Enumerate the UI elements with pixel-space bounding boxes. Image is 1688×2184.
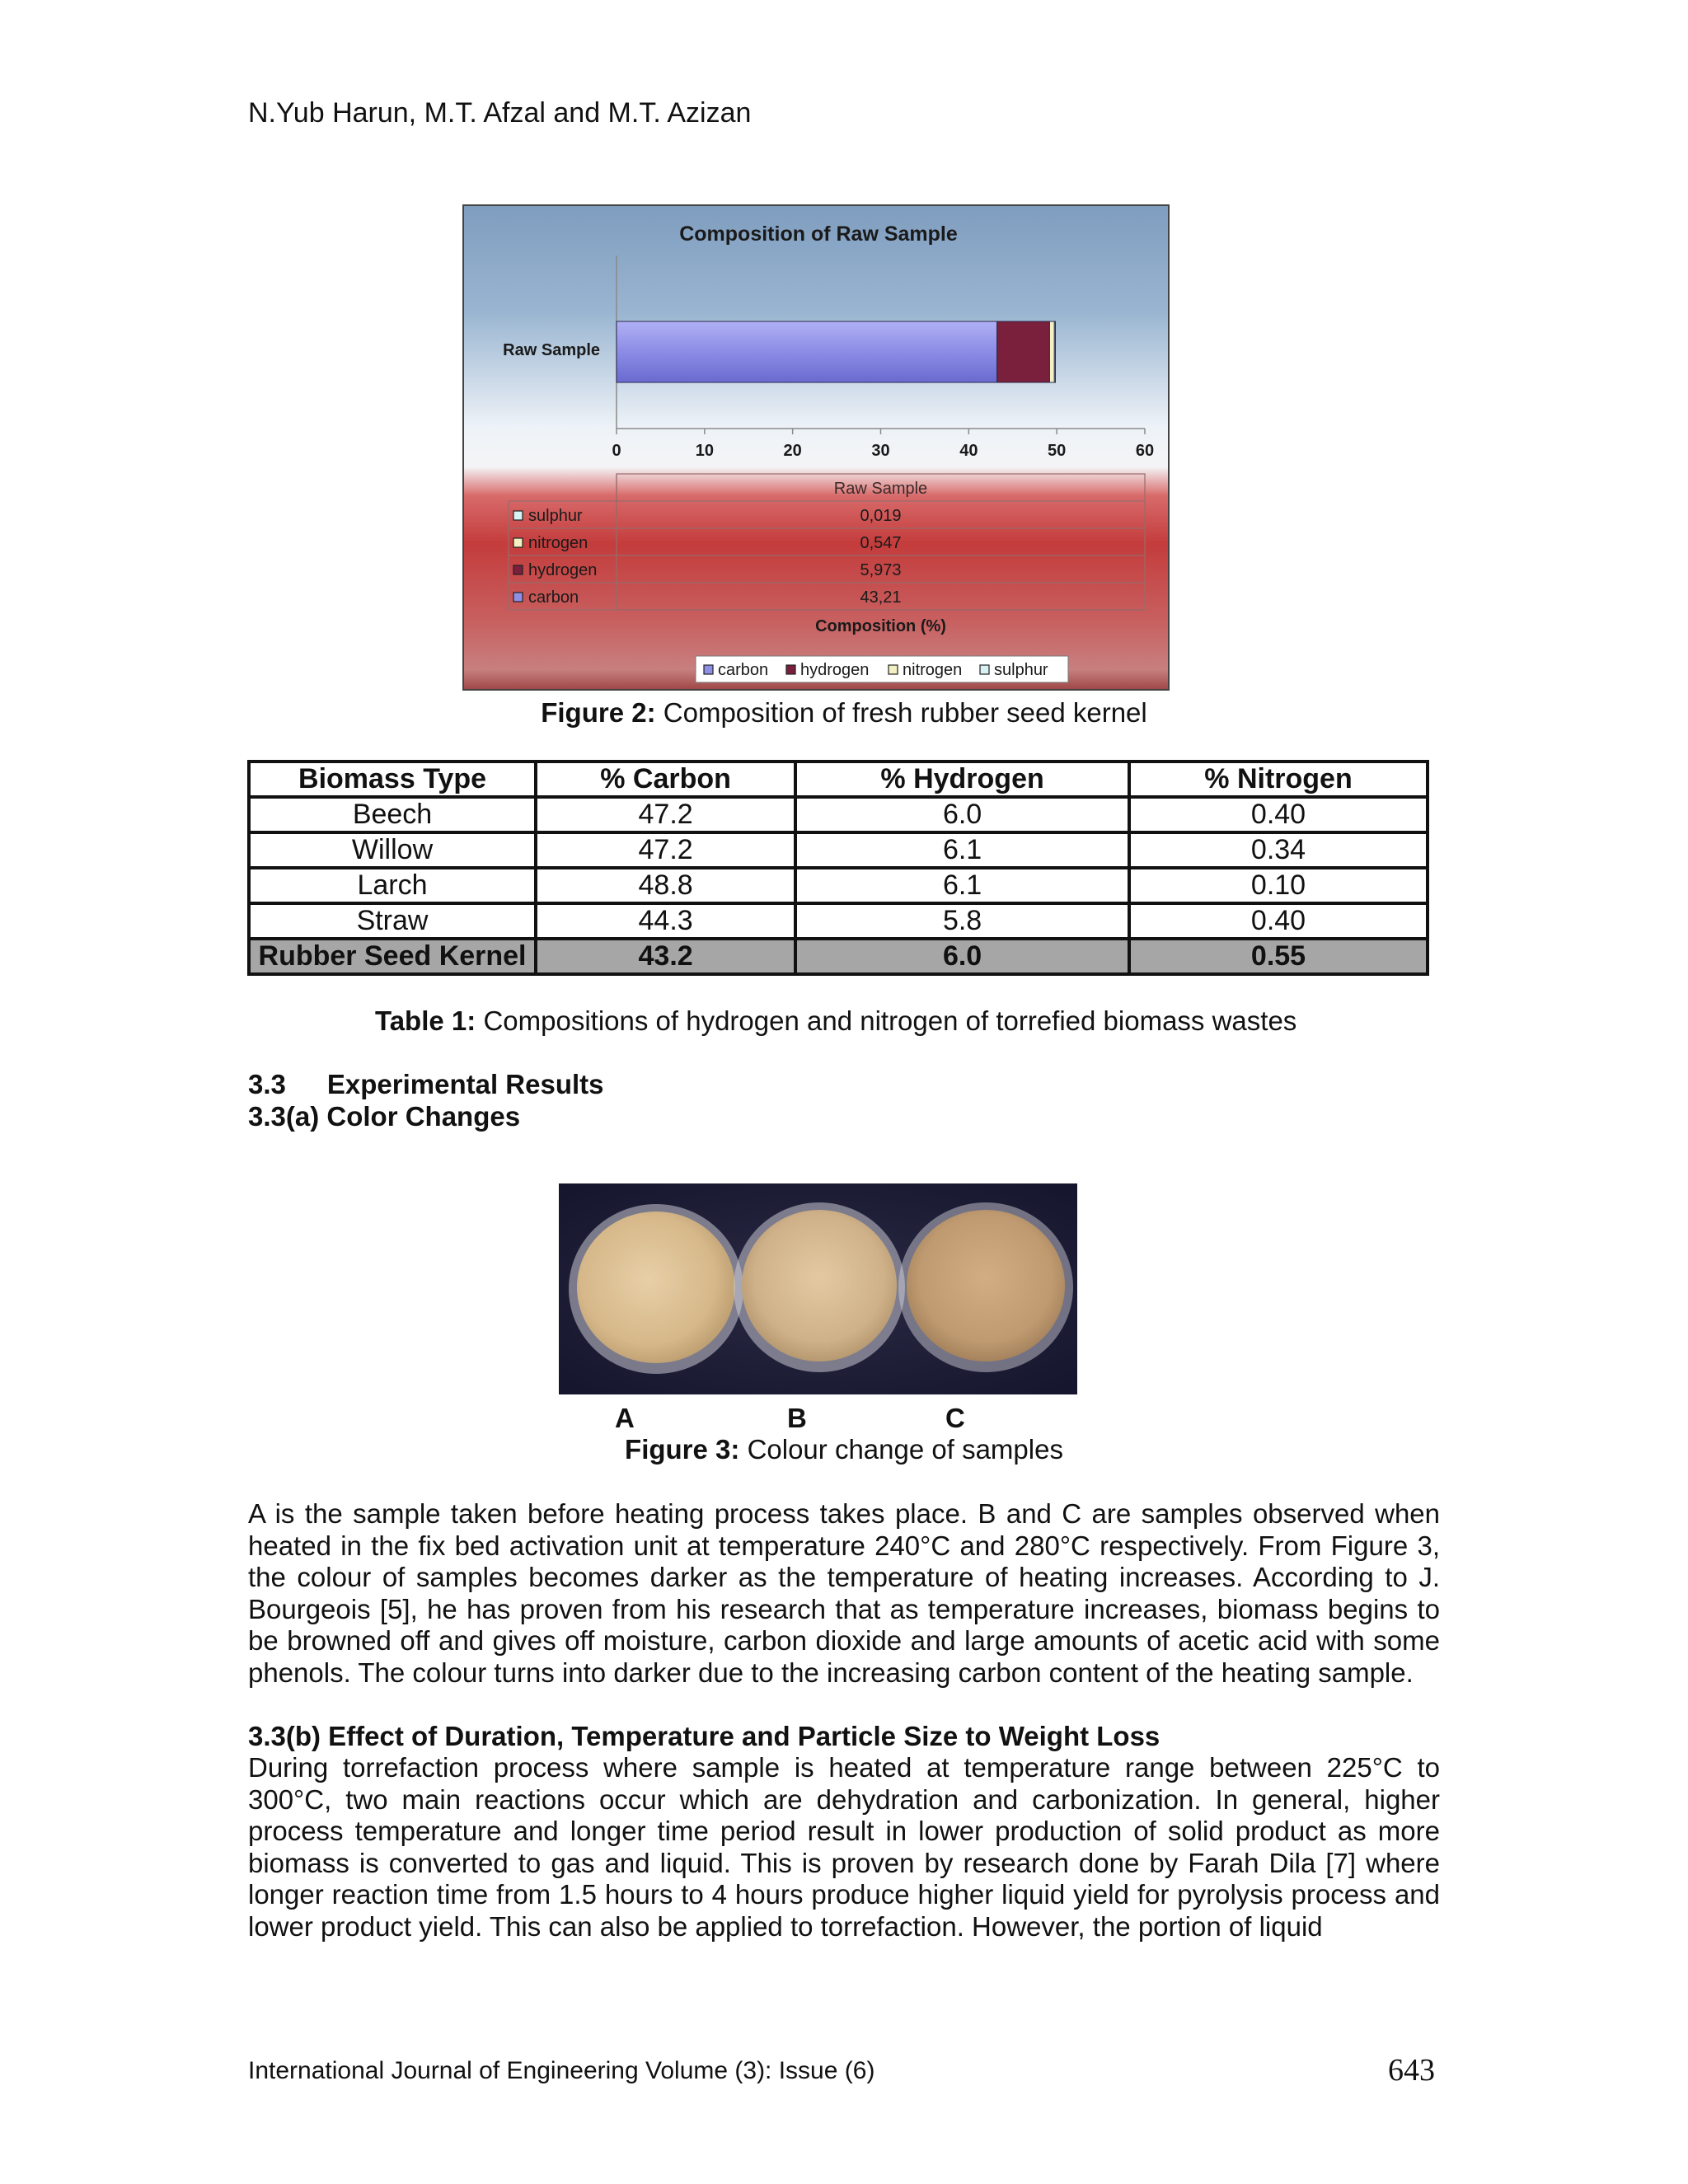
table-cell: 0.34 <box>1129 832 1428 868</box>
table-header-cell: % Hydrogen <box>795 762 1129 797</box>
bar-segment-carbon <box>617 321 997 382</box>
paragraph-color-changes <box>248 1498 1440 1690</box>
x-tick-label: 20 <box>783 442 802 460</box>
data-table-value: 0,547 <box>860 534 902 552</box>
section-heading-3-3a: 3.3(a) Color Changes <box>248 1101 521 1132</box>
table1-caption <box>375 1005 1296 1037</box>
figure2-text: Composition of fresh rubber seed kernel <box>663 697 1147 728</box>
data-table-value: 5,973 <box>860 561 902 579</box>
table-cell: 0.10 <box>1129 868 1428 903</box>
samples-photo-image <box>559 1183 1077 1394</box>
table-header-cell: % Carbon <box>536 762 795 797</box>
table1 <box>247 760 1429 976</box>
figure3-label: Figure 3: <box>625 1434 740 1465</box>
table1-label: Table 1: <box>375 1005 476 1036</box>
x-tick-label: 0 <box>612 442 621 460</box>
section-number: 3.3 <box>248 1069 286 1099</box>
legend-swatch-carbon <box>704 665 713 674</box>
bar-segment-nitrogen <box>1049 321 1054 382</box>
legend-swatch-hydrogen <box>786 665 795 674</box>
section-heading-3-3b: 3.3(b) Effect of Duration, Temperature and Particle Size to Weight Loss <box>248 1721 1160 1751</box>
bar-segment-sulphur <box>1054 321 1055 382</box>
legend-label: hydrogen <box>800 661 870 679</box>
table-row <box>249 832 1428 868</box>
table-cell: 0.40 <box>1129 797 1428 832</box>
chart-svg <box>464 206 1168 689</box>
table-cell: 43.2 <box>536 939 795 974</box>
legend-swatch-sulphur <box>513 511 523 520</box>
figure2-label: Figure 2: <box>541 697 656 728</box>
table-row-highlighted <box>249 939 1428 974</box>
sample-label-c: C <box>945 1403 965 1433</box>
table-cell: Larch <box>249 868 536 903</box>
data-table-value: 0,019 <box>860 507 902 525</box>
x-tick-label: 30 <box>871 442 890 460</box>
legend-swatch-sulphur <box>980 665 989 674</box>
legend-swatch-nitrogen <box>889 665 898 674</box>
table-cell: 5.8 <box>795 903 1129 939</box>
table-cell: Beech <box>249 797 536 832</box>
table-cell: 48.8 <box>536 868 795 903</box>
section-heading-3-3 <box>248 1069 604 1100</box>
legend-label: sulphur <box>994 661 1048 679</box>
sample-label-a: A <box>615 1403 635 1433</box>
table-header-row <box>249 762 1428 797</box>
x-tick-label: 50 <box>1048 442 1067 460</box>
table-cell: 6.1 <box>795 868 1129 903</box>
paragraph-text: A is the sample taken before heating process takes place. B and C are samples observed when heated in the fix bed activation unit at temperature 240°C and 280°C respectively. From Figure 3, the colour of samples becomes darker as the temperature of heating increases. According to J. Bourgeois [5], he has proven from his research that as temperature increases, biomass begins to be browned off and gives off moisture, carbon dioxide and large amounts of acetic acid with some phenols. The colour turns into darker due to the increasing carbon content of the heating sample. <box>248 1498 1440 1688</box>
table-cell: Rubber Seed Kernel <box>249 939 536 974</box>
x-axis-title: Composition (%) <box>815 617 946 635</box>
paragraph-text: During torrefaction process where sample is heated at temperature range between 225°C to 300°C, two main reactions occur which are dehydration and carbonization. In general, higher process temperature and longer time period result in lower production of solid product as more biomass is converted to gas and liquid. This is proven by research done by Farah Dila [7] where longer reaction time from 1.5 hours to 4 hours produce higher liquid yield for pyrolysis process and lower product yield. This can also be applied to torrefaction. However, the portion of liquid <box>248 1752 1440 1942</box>
table-cell: 0.55 <box>1129 939 1428 974</box>
paragraph-weight-loss <box>248 1752 1440 1943</box>
data-table-row-label: nitrogen <box>528 534 588 552</box>
running-header: N.Yub Harun, M.T. Afzal and M.T. Azizan <box>248 97 752 129</box>
legend-swatch-carbon <box>513 593 523 602</box>
table-header-cell: Biomass Type <box>249 762 536 797</box>
table-cell: Straw <box>249 903 536 939</box>
chart-title: Composition of Raw Sample <box>679 223 958 246</box>
composition-chart <box>462 204 1170 691</box>
table-cell: 6.0 <box>795 797 1129 832</box>
table-row <box>249 868 1428 903</box>
table-cell: 44.3 <box>536 903 795 939</box>
data-table-row-label: carbon <box>528 588 579 607</box>
table-cell: 6.1 <box>795 832 1129 868</box>
x-tick-label: 60 <box>1135 442 1155 460</box>
table-cell: 6.0 <box>795 939 1129 974</box>
legend-label: carbon <box>718 661 769 679</box>
figure3-caption <box>0 1434 1688 1465</box>
table-row <box>249 903 1428 939</box>
section-title: Experimental Results <box>326 1069 604 1099</box>
category-label: Raw Sample <box>503 341 600 359</box>
data-table-value: 43,21 <box>860 588 902 607</box>
sample-label-b: B <box>787 1403 807 1433</box>
table-cell: Willow <box>249 832 536 868</box>
x-tick-label: 40 <box>959 442 978 460</box>
table1-text: Compositions of hydrogen and nitrogen of torrefied biomass wastes <box>483 1005 1297 1036</box>
legend-swatch-hydrogen <box>513 565 523 574</box>
samples-photo <box>559 1183 1077 1394</box>
page-number: 643 <box>1388 2053 1435 2088</box>
table-cell: 0.40 <box>1129 903 1428 939</box>
data-table-row-label: sulphur <box>528 507 583 525</box>
figure3-text: Colour change of samples <box>747 1434 1063 1465</box>
legend-label: nitrogen <box>903 661 963 679</box>
table-row <box>249 797 1428 832</box>
footer-journal: International Journal of Engineering Volume (3): Issue (6) <box>248 2057 875 2084</box>
table-cell: 47.2 <box>536 832 795 868</box>
legend-swatch-nitrogen <box>513 538 523 547</box>
table-header-cell: % Nitrogen <box>1129 762 1428 797</box>
data-table-header: Raw Sample <box>833 480 928 498</box>
table-cell: 47.2 <box>536 797 795 832</box>
data-table-row-label: hydrogen <box>528 561 598 579</box>
figure2-caption <box>0 697 1688 729</box>
x-tick-label: 10 <box>695 442 714 460</box>
bar-segment-hydrogen <box>997 321 1050 382</box>
